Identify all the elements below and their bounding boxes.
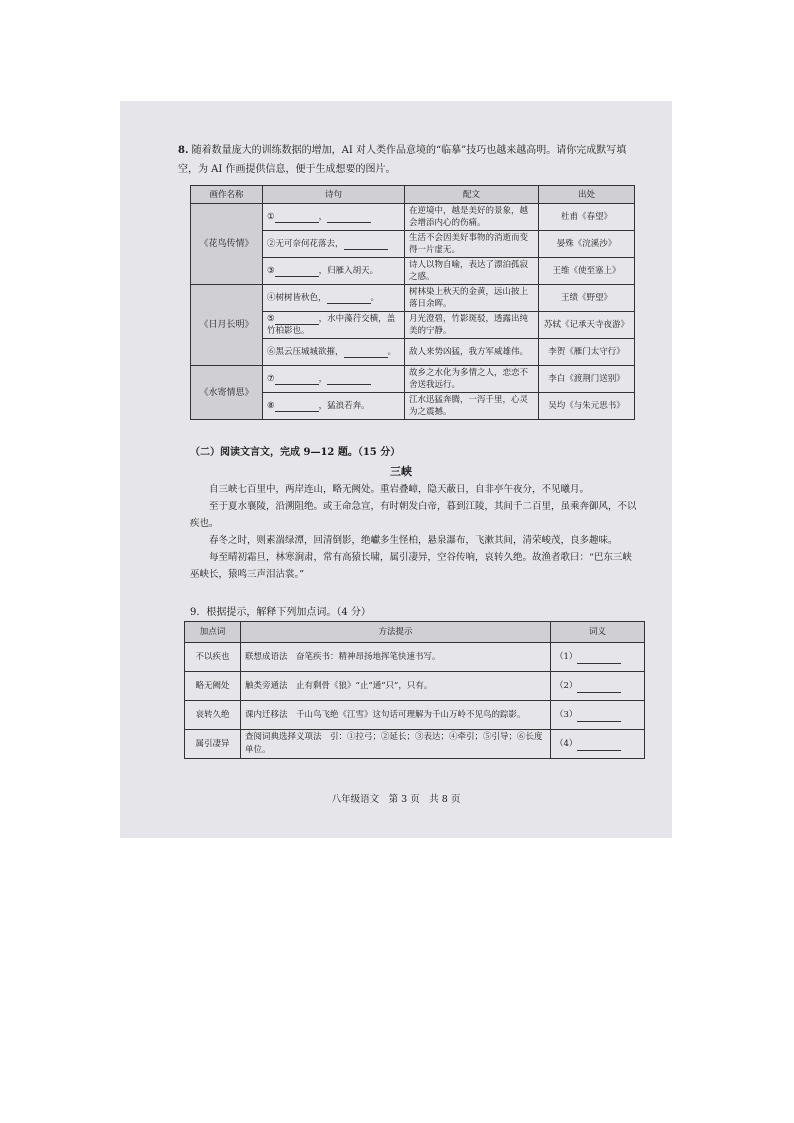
answer-cell: （2） xyxy=(551,672,645,701)
answer-blank[interactable] xyxy=(577,740,621,751)
caption-cell: 诗人以物自喻，表达了漂泊孤寂之感。 xyxy=(405,258,539,285)
answer-blank[interactable] xyxy=(577,711,621,722)
caption-cell: 故乡之水化为多情之人，恋恋不舍送我远行。 xyxy=(405,366,539,393)
answer-blank[interactable] xyxy=(327,293,371,304)
method-hint: 触类旁通法 止有剩骨《狼》“止”通“只”，只有。 xyxy=(241,672,551,701)
dotted-word: 哀转久绝 xyxy=(185,701,241,730)
answer-blank[interactable] xyxy=(344,239,388,250)
source-cell: 李白《渡荆门送别》 xyxy=(539,366,635,393)
answer-blank[interactable] xyxy=(327,212,371,223)
answer-blank[interactable] xyxy=(275,266,319,277)
question-8-number: 8. xyxy=(178,145,189,156)
source-cell: 李贺《雁门太守行》 xyxy=(539,339,635,366)
header-caption: 配文 xyxy=(405,186,539,204)
table-row xyxy=(191,366,635,393)
method-hint: 课内迁移法 千山鸟飞绝《江雪》这句话可理解为千山万岭不见鸟的踪影。 xyxy=(241,701,551,730)
passage-title: 三峡 xyxy=(390,465,412,478)
table-row xyxy=(185,730,645,759)
poem-table-header xyxy=(191,186,635,204)
exam-page xyxy=(120,101,672,838)
source-cell: 吴均《与朱元思书》 xyxy=(539,393,635,420)
poem-cell: ⑥黑云压城城欲摧， 。 xyxy=(263,339,405,366)
answer-blank[interactable] xyxy=(344,347,388,358)
header-hint: 方法提示 xyxy=(241,622,551,643)
question-8-text: 随着数量庞大的训练数据的增加，AI 对人类作品意境的“临摹”技巧也越来越高明。请你完成默写填空，为 AI 作画提供信息，便于生成想要的图片。 xyxy=(178,145,627,175)
table-row xyxy=(185,701,645,730)
vocab-table xyxy=(184,621,645,759)
source-cell: 苏轼《记承天寺夜游》 xyxy=(539,312,635,339)
header-word: 加点词 xyxy=(185,622,241,643)
page-footer: 八年级语文 第 3 页 共 8 页 xyxy=(331,794,461,805)
caption-cell: 生活不会因美好事物的消逝而变得一片虚无。 xyxy=(405,231,539,258)
poem-cell: ④树树皆秋色， 。 xyxy=(263,285,405,312)
question-9-text: 9．根据提示，解释下列加点词。（4 分） xyxy=(190,607,371,618)
answer-blank[interactable] xyxy=(275,314,319,325)
passage-paragraph: 每至晴初霜旦，林寒涧肃，常有高猿长啸，属引凄异，空谷传响，哀转久绝。故渔者歌曰：“巴东三峡巫峡长，猿鸣三声泪沾裳。” xyxy=(190,552,632,580)
source-cell: 王维《使至塞上》 xyxy=(539,258,635,285)
passage-paragraph: 至于夏水襄陵，沿溯阻绝。或王命急宣，有时朝发白帝，暮到江陵，其间千二百里，虽乘奔御风，不以疾也。 xyxy=(190,501,637,529)
caption-cell: 敌人来势凶猛，我方军威雄伟。 xyxy=(405,339,539,366)
dotted-word: 不以疾也 xyxy=(185,643,241,672)
painting-name: 《水寄情思》 xyxy=(191,366,263,420)
source-cell: 王绩《野望》 xyxy=(539,285,635,312)
vocab-table-header xyxy=(185,622,645,643)
poem-table xyxy=(190,185,635,420)
poem-cell: ① ， xyxy=(263,204,405,231)
passage-paragraph: 自三峡七百里中，两岸连山，略无阙处。重岩叠嶂，隐天蔽日，自非亭午夜分，不见曦月。 xyxy=(209,484,590,495)
header-meaning: 词义 xyxy=(551,622,645,643)
table-row xyxy=(191,204,635,231)
answer-blank[interactable] xyxy=(577,653,621,664)
section-2-heading: （二）阅读文言文，完成 9—12 题。（15 分） xyxy=(190,447,401,458)
header-painting: 画作名称 xyxy=(191,186,263,204)
answer-blank[interactable] xyxy=(577,682,621,693)
caption-cell: 江水迅猛奔腾，一泻千里，心灵为之震撼。 xyxy=(405,393,539,420)
table-row xyxy=(191,285,635,312)
dotted-word: 略无阙处 xyxy=(185,672,241,701)
painting-name: 《花鸟传情》 xyxy=(191,204,263,285)
answer-cell: （3） xyxy=(551,701,645,730)
header-poem: 诗句 xyxy=(263,186,405,204)
classical-passage xyxy=(190,481,640,583)
caption-cell: 在逆境中，越是美好的景象，越会增添内心的伤痛。 xyxy=(405,204,539,231)
source-cell: 晏殊《浣溪沙》 xyxy=(539,231,635,258)
poem-cell: ③ ，归雁入胡天。 xyxy=(263,258,405,285)
table-row xyxy=(185,643,645,672)
method-hint: 查阅词典选择义项法 引：①拉弓；②延长；③表达；④牵引；⑤引导；⑥长度单位。 xyxy=(241,730,551,759)
answer-cell: （1） xyxy=(551,643,645,672)
question-8 xyxy=(178,141,638,179)
painting-name: 《日月长明》 xyxy=(191,285,263,366)
header-source: 出处 xyxy=(539,186,635,204)
caption-cell: 树林染上秋天的金黄，远山披上落日余晖。 xyxy=(405,285,539,312)
poem-cell: ⑧ ，猛浪若奔。 xyxy=(263,393,405,420)
method-hint: 联想成语法 奋笔疾书：精神昂扬地挥笔快速书写。 xyxy=(241,643,551,672)
poem-cell: ⑦ ， xyxy=(263,366,405,393)
answer-blank[interactable] xyxy=(275,374,319,385)
passage-paragraph: 春冬之时，则素湍绿潭，回清倒影，绝巘多生怪柏，悬泉瀑布，飞漱其间，清荣峻茂，良多趣味。 xyxy=(209,535,618,546)
table-row xyxy=(185,672,645,701)
poem-cell: ②无可奈何花落去， xyxy=(263,231,405,258)
answer-cell: （4） xyxy=(551,730,645,759)
answer-blank[interactable] xyxy=(275,401,319,412)
dotted-word: 属引凄异 xyxy=(185,730,241,759)
poem-cell: ⑤ ，水中藻荇交横，盖竹柏影也。 xyxy=(263,312,405,339)
answer-blank[interactable] xyxy=(327,374,371,385)
caption-cell: 月光澄碧，竹影斑驳，透露出纯美的宁静。 xyxy=(405,312,539,339)
source-cell: 杜甫《春望》 xyxy=(539,204,635,231)
answer-blank[interactable] xyxy=(275,212,319,223)
